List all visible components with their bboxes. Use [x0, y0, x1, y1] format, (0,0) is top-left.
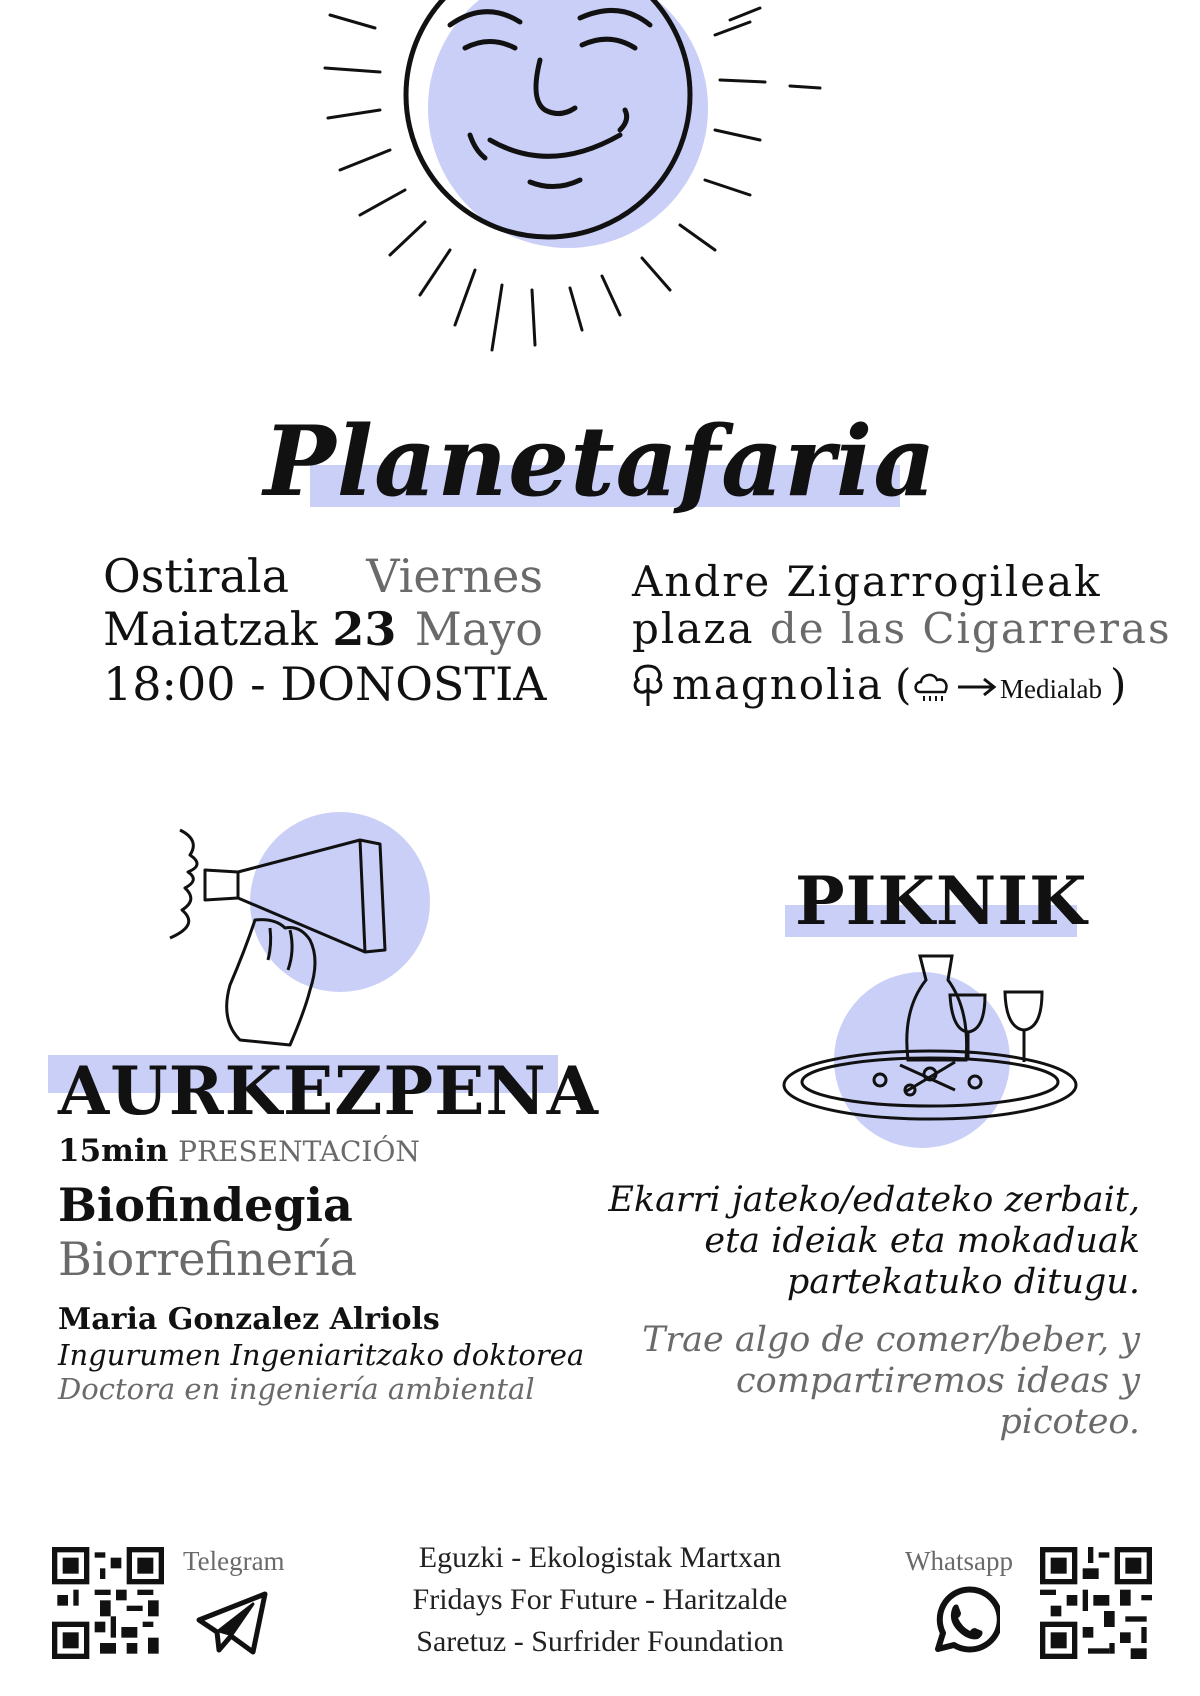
- venue-spot: magnolia: [672, 660, 884, 709]
- rain-cloud-icon: [912, 670, 952, 704]
- month-es: Mayo: [414, 602, 543, 656]
- talk-title: AURKEZPENA: [58, 1052, 599, 1130]
- venue-name: Andre Zigarrogileak: [632, 557, 1102, 606]
- day-number: 23: [332, 602, 397, 656]
- speaker-role-eu: Ingurumen Ingeniaritzako doktorea: [58, 1338, 585, 1372]
- speaker-role-es: Doctora en ingeniería ambiental: [58, 1372, 535, 1406]
- picnic-text-es: [600, 1320, 1140, 1443]
- talk-topic-es: Biorrefinería: [58, 1232, 358, 1286]
- talk-label-es: PRESENTACIÓN: [178, 1135, 420, 1168]
- day-eu: Ostirala: [103, 549, 290, 603]
- time-city: 18:00 - DONOSTIA: [103, 657, 547, 711]
- month-eu: Maiatzak: [103, 602, 318, 656]
- day-es: Viernes: [366, 549, 543, 603]
- organizer-line: Eguzki - Ekologistak Martxan: [418, 1541, 782, 1574]
- picnic-illustration: [780, 950, 1080, 1150]
- picnic-text-es-line2: compartiremos ideas y picoteo.: [736, 1361, 1140, 1442]
- telegram-qr-code[interactable]: [52, 1547, 164, 1659]
- date-block: [0, 0, 600, 711]
- picnic-text-eu-line2: eta ideiak eta mokaduak: [704, 1221, 1140, 1261]
- telegram-label: Telegram: [183, 1546, 285, 1576]
- whatsapp-label: Whatsapp: [905, 1546, 1013, 1576]
- picnic-text-eu-line1: Ekarri jateko/edateko zerbait,: [608, 1180, 1140, 1220]
- organizer-line: Saretuz - Surfrider Foundation: [416, 1625, 784, 1658]
- speaker-name: Maria Gonzalez Alriols: [58, 1302, 440, 1337]
- picnic-text-es-line1: Trae algo de comer/beber, y: [642, 1320, 1140, 1360]
- rain-alternative: Medialab: [1000, 674, 1102, 704]
- talk-topic-eu: Biofindegia: [58, 1178, 353, 1232]
- picnic-text-eu: [600, 1180, 1140, 1303]
- venue-plaza-eu: plaza: [632, 604, 755, 653]
- rain-open-paren: (: [895, 660, 912, 709]
- whatsapp-icon[interactable]: [928, 1585, 1000, 1657]
- page-title: Planetafaria: [263, 405, 937, 518]
- organizer-line: Fridays For Future - Haritzalde: [412, 1583, 788, 1616]
- megaphone-illustration: [160, 810, 440, 1060]
- tree-icon: [630, 662, 666, 708]
- rain-close-paren: ): [1110, 660, 1127, 709]
- telegram-icon[interactable]: [195, 1590, 270, 1656]
- arrow-right-icon: [956, 676, 998, 698]
- picnic-text-eu-line3: partekatuko ditugu.: [786, 1262, 1140, 1302]
- whatsapp-qr-code[interactable]: [1040, 1547, 1152, 1659]
- picnic-title: PIKNIK: [795, 862, 1088, 940]
- talk-duration: 15min: [58, 1133, 169, 1169]
- venue-plaza-es: de las Cigarreras: [769, 604, 1172, 653]
